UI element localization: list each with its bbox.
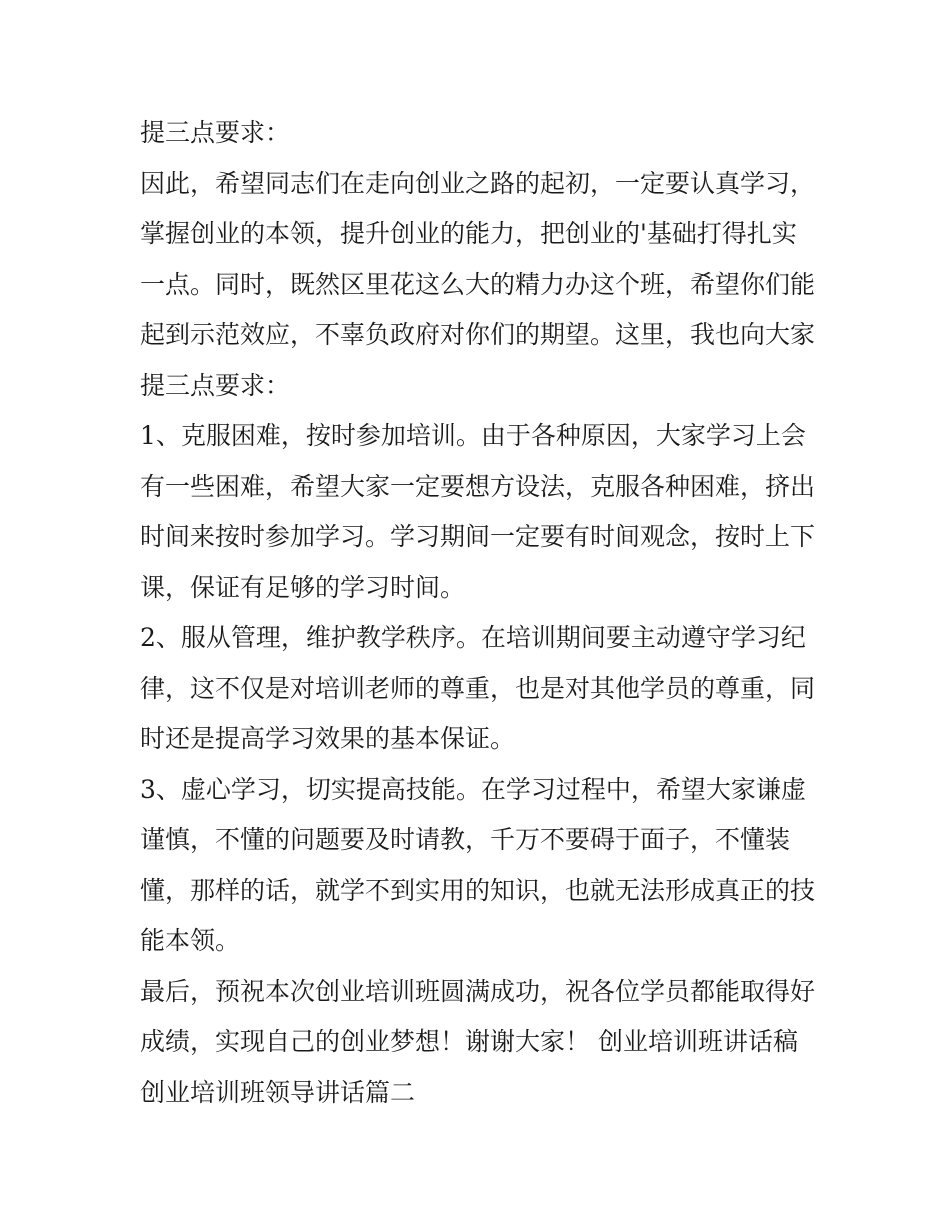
- text-line: 时间来按时参加学习。学习期间一定要有时间观念，按时上下: [140, 522, 816, 551]
- text-line: 律，这不仅是对培训老师的尊重，也是对其他学员的尊重，同: [140, 673, 816, 703]
- text-line: 时还是提高学习效果的基本保证。: [140, 724, 516, 753]
- text-line: 因此，希望同志们在走向创业之路的起初，一定要认真学习，: [140, 168, 816, 198]
- text-line: 1、克服困难，按时参加培训。由于各种原因，大家学习上会: [140, 421, 806, 450]
- text-line: 成绩，实现自己的创业梦想！谢谢大家！ 创业培训班讲话稿: [140, 1027, 798, 1056]
- text-line: 最后，预祝本次创业培训班圆满成功，祝各位学员都能取得好: [140, 976, 816, 1006]
- text-line: 谨慎，不懂的问题要及时请教，千万不要碍于面子，不懂装: [140, 825, 791, 854]
- text-line: 有一些困难，希望大家一定要想方设法，克服各种困难，挤出: [140, 471, 816, 501]
- text-line: 3、虚心学习，切实提高技能。在学习过程中，希望大家谦虚: [140, 774, 806, 804]
- text-line: 提三点要求：: [140, 118, 291, 147]
- text-line: 起到示范效应，不辜负政府对你们的期望。这里，我也向大家: [140, 320, 816, 349]
- text-line: 提三点要求：: [140, 370, 291, 400]
- text-line: 2、服从管理，维护教学秩序。在培训期间要主动遵守学习纪: [140, 623, 806, 652]
- text-line: 掌握创业的本领，提升创业的能力，把创业的'基础打得扎实: [140, 219, 797, 248]
- text-line: 能本领。: [140, 926, 241, 955]
- text-line: 懂，那样的话，就学不到实用的知识，也就无法形成真正的技: [140, 875, 816, 905]
- text-line: 课，保证有足够的学习时间。: [140, 572, 466, 602]
- text-line: 创业培训班领导讲话篇二: [140, 1077, 416, 1107]
- text-line: 一点。同时，既然区里花这么大的精力办这个班，希望你们能: [140, 269, 816, 299]
- document-body: [140, 108, 820, 1118]
